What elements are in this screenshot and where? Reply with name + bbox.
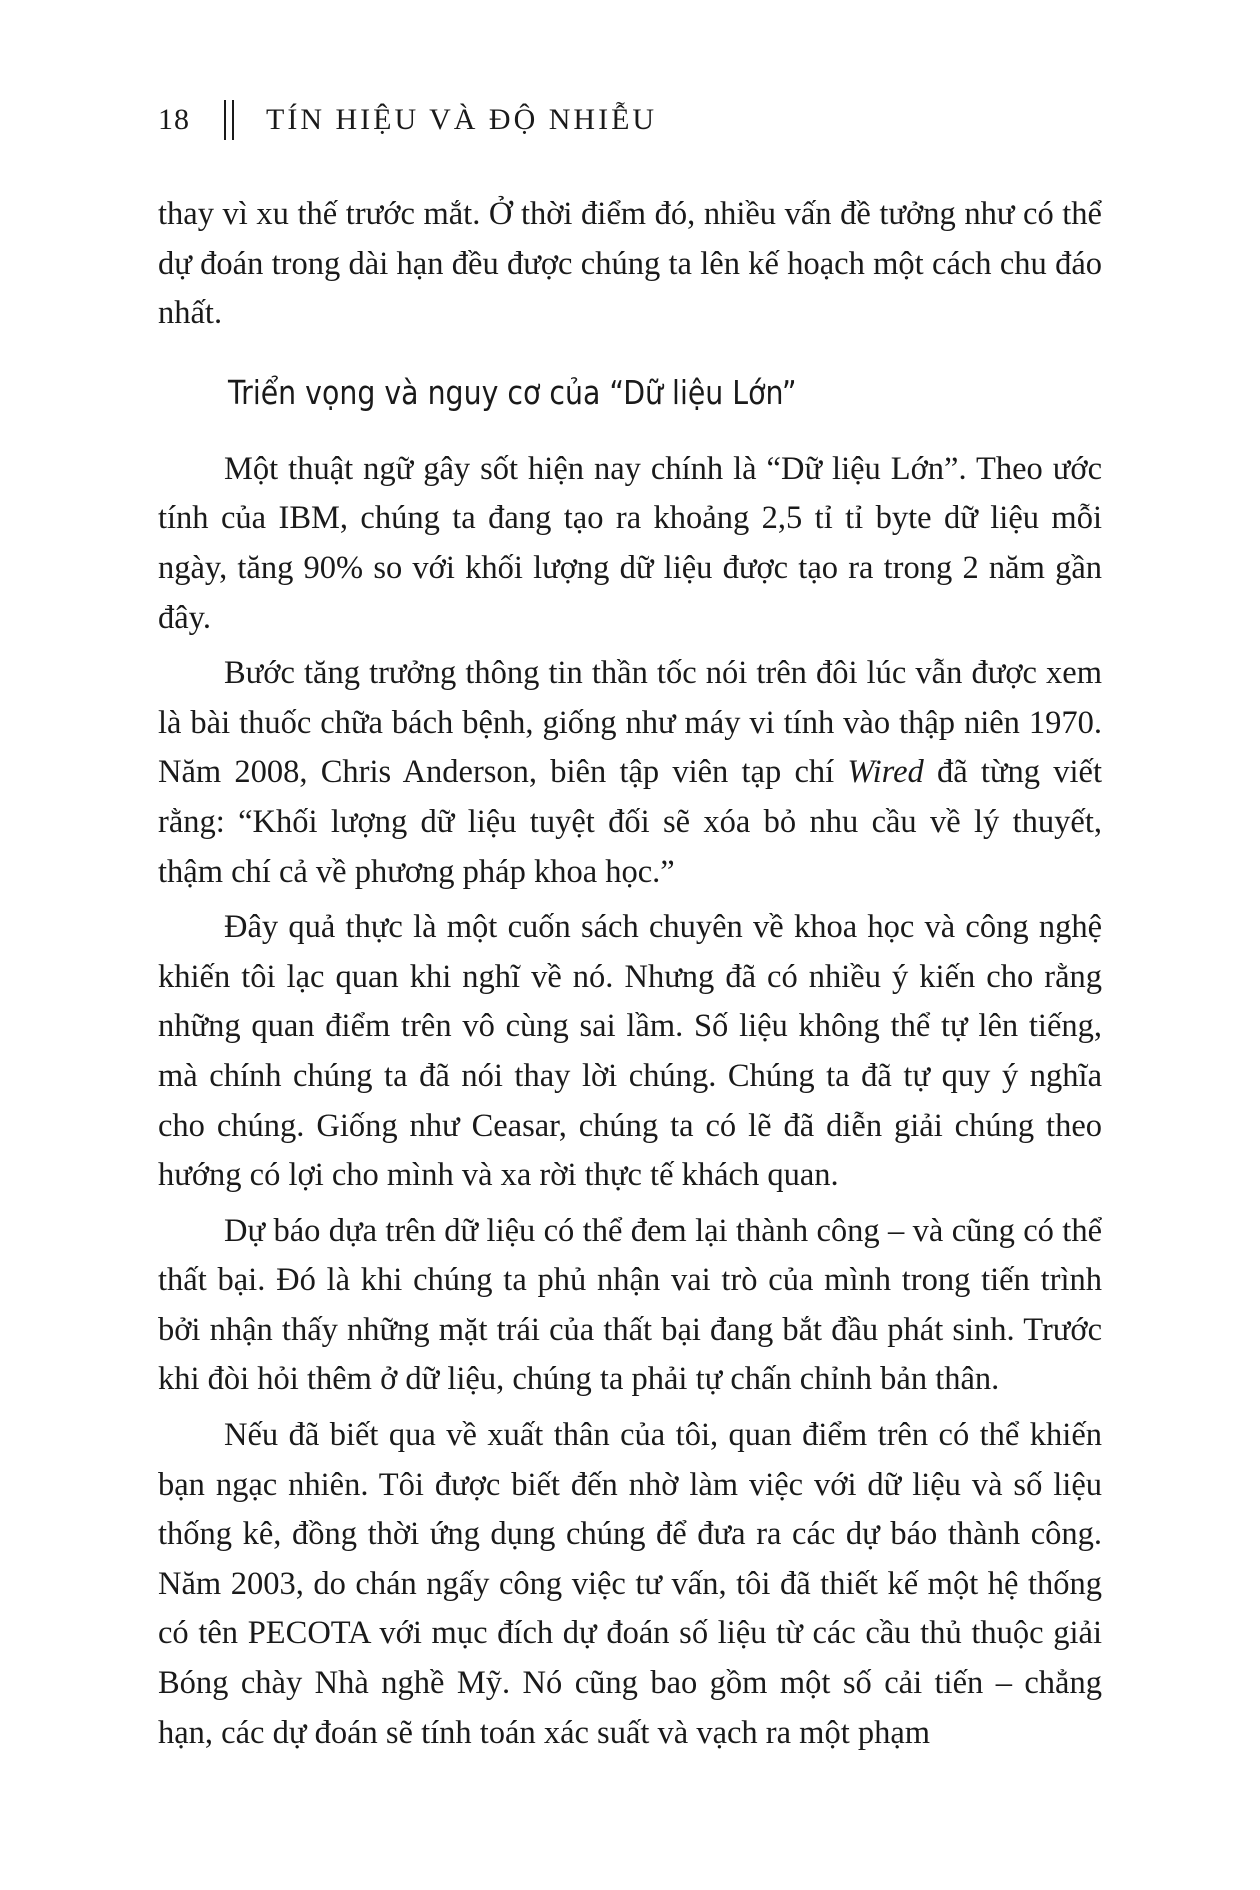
page-number: 18 — [158, 103, 190, 136]
paragraph-4: Dự báo dựa trên dữ liệu có thể đem lại thành công – và cũng có thể thất bại. Đó là khi chúng ta phủ nhận vai trò của mình trong tiến trình bởi nhận thấy những mặt trái của thất bại đang bắt đầu phát sinh. Trước khi đòi hỏi thêm ở dữ liệu, chúng ta phải tự chấn chỉnh bản thân. — [158, 1212, 1102, 1398]
paragraph-2-text-start: Bước tăng trưởng thông tin thần tốc nói trên đôi lúc vẫn được xem là bài thuốc chữa bách bệnh, giống như máy vi tính vào thập niên 1970. Năm 2008, Chris Anderson, biên tập viên tạp chí — [158, 655, 1102, 791]
running-header — [158, 100, 657, 140]
paragraph-3: Đây quả thực là một cuốn sách chuyên về khoa học và công nghệ khiến tôi lạc quan khi nghĩ về nó. Nhưng đã có nhiều ý kiến cho rằng những quan điểm trên vô cùng sai lầm. Số liệu không thể tự lên tiếng, mà chính chúng ta đã nói thay lời chúng. Chúng ta đã tự quy ý nghĩa cho chúng. Giống như Ceasar, chúng ta có lẽ đã diễn giải chúng theo hướng có lợi cho mình và xa rời thực tế khách quan. — [158, 909, 1102, 1194]
book-title: TÍN HIỆU VÀ ĐỘ NHIỄU — [266, 103, 658, 136]
header-double-rule — [224, 100, 234, 140]
paragraph-5: Nếu đã biết qua về xuất thân của tôi, quan điểm trên có thể khiến bạn ngạc nhiên. Tôi được biết đến nhờ làm việc với dữ liệu và số liệu thống kê, đồng thời ứng dụng chúng để đưa ra các dự báo thành công. Năm 2003, do chán ngấy công việc tư vấn, tôi đã thiết kế một hệ thống có tên PECOTA với mục đích dự đoán số liệu từ các cầu thủ thuộc giải Bóng chày Nhà nghề Mỹ. Nó cũng bao gồm một số cải tiến – chẳng hạn, các dự đoán sẽ tính toán xác suất và vạch ra một phạm — [158, 1417, 1102, 1751]
body-text — [158, 190, 1102, 1758]
paragraph-1: Một thuật ngữ gây sốt hiện nay chính là “Dữ liệu Lớn”. Theo ước tính của IBM, chúng ta đang tạo ra khoảng 2,5 tỉ tỉ byte dữ liệu mỗi ngày, tăng 90% so với khối lượng dữ liệu được tạo ra trong 2 năm gần đây. — [158, 450, 1102, 636]
paragraph-2 — [158, 649, 1102, 897]
continued-paragraph: thay vì xu thế trước mắt. Ở thời điểm đó, nhiều vấn đề tưởng như có thể dự đoán trong dài hạn đều được chúng ta lên kế hoạch một cách chu đáo nhất. — [158, 196, 1102, 332]
paragraph-2-text-end: đã từng viết rằng: “Khối lượng dữ liệu tuyệt đối sẽ xóa bỏ nhu cầu về lý thuyết, thậm chí cả về phương pháp khoa học.” — [158, 754, 1102, 890]
magazine-name: Wired — [847, 754, 924, 791]
section-heading: Triển vọng và nguy cơ của “Dữ liệu Lớn” — [228, 372, 797, 412]
